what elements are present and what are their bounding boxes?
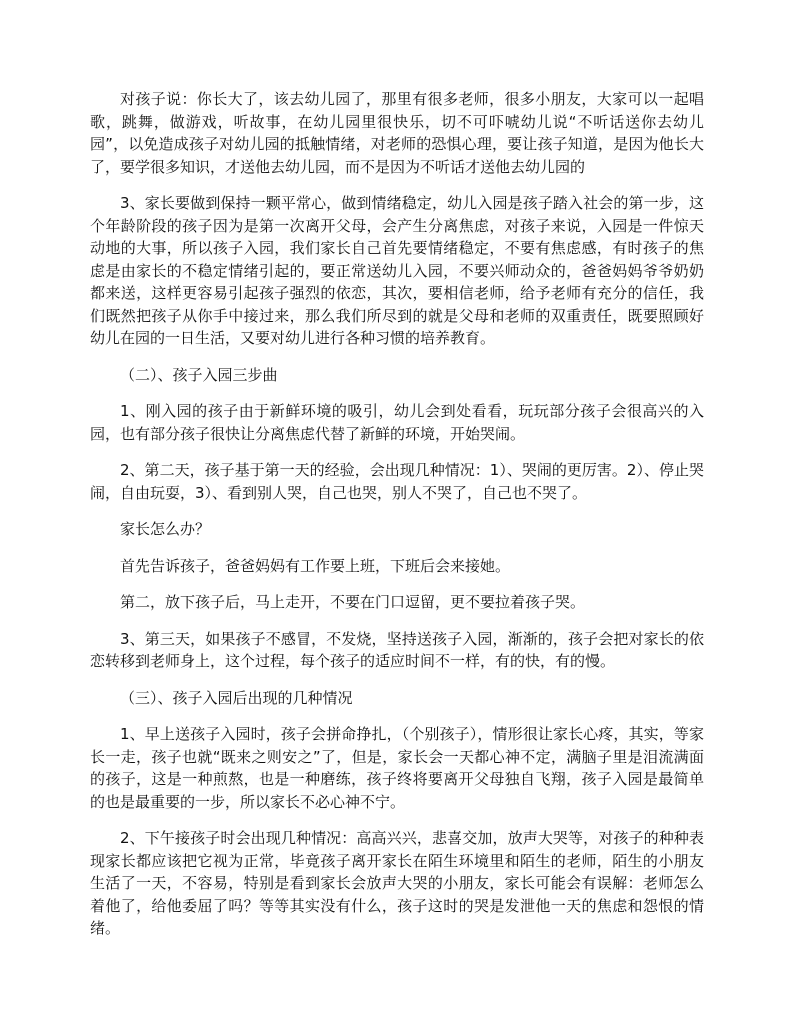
paragraph-answer-2: 第二，放下孩子后，马上走开，不要在门口逗留，更不要拉着孩子哭。 [120,593,586,611]
paragraph-step-2: 2、第二天，孩子基于第一天的经验，会出现几种情况：1）、哭闹的更厉害。2）、停止哭闹，自由玩耍，3）、看到别人哭，自己也哭，别人不哭了，自己也不哭了。 [90,461,704,502]
paragraph-point-3: 3、家长要做到保持一颗平常心，做到情绪稳定，幼儿入园是孩子踏入社会的第一步，这个年龄阶段的孩子因为是第一次离开父母，会产生分离焦虑，对孩子来说，入园是一件惊天动地的大事，所以孩子入园，我们家长自己首先要情绪稳定，不要有焦虑感，有时孩子的焦虑是由家长的不稳定情绪引起的，要正常送幼儿入园，不要兴师动众的，爸爸妈妈爷爷奶奶都来送，这样更容易引起孩子强烈的依恋，其次，要相信老师，给予老师有充分的信任，我们既然把孩子从你手中接过来，那么我们所尽到的就是父母和老师的双重责任，既要照顾好幼儿在园的一日生活，又要对幼儿进行各种习惯的培养教育。 [90,194,704,347]
section-heading-3: （三）、孩子入园后出现的几种情况 [120,688,353,707]
paragraph-intro: 对孩子说：你长大了，该去幼儿园了，那里有很多老师，很多小朋友，大家可以一起唱歌，跳舞，做游戏，听故事，在幼儿园里很快乐，切不可吓唬幼儿说“不听话送你去幼儿园”，以免造成孩子对幼儿园的抵触情绪，对老师的恐惧心理，要让孩子知道，是因为他长大了，要学很多知识，才送他去幼儿园，而不是因为不听话才送他去幼儿园的 [90,90,704,176]
document-body [90,88,704,954]
paragraph-situation-2: 2、下午接孩子时会出现几种情况：高高兴兴，悲喜交加，放声大哭等，对孩子的种种表现家长都应该把它视为正常，毕竟孩子离开家长在陌生环境里和陌生的老师，陌生的小朋友生活了一天，不容易，特别是看到家长会放声大哭的小朋友，家长可能会有误解：老师怎么着他了，给他委屈了吗？等等其实没有什么，孩子这时的哭是发泄他一天的焦虑和怨恨的情绪。 [90,829,704,937]
paragraph-step-3: 3、第三天，如果孩子不感冒，不发烧，坚持送孩子入园，渐渐的，孩子会把对家长的依恋转移到老师身上，这个过程，每个孩子的适应时间不一样，有的快，有的慢。 [90,629,704,670]
paragraph-step-1: 1、刚入园的孩子由于新鲜环境的吸引，幼儿会到处看看，玩玩部分孩子会很高兴的入园，也有部分孩子很快让分离焦虑代替了新鲜的环境，开始哭闹。 [90,402,704,443]
paragraph-answer-1: 首先告诉孩子，爸爸妈妈有工作要上班，下班后会来接她。 [120,556,511,575]
paragraph-situation-1: 1、早上送孩子入园时，孩子会拼命挣扎，（个别孩子），情形很让家长心疼，其实，等家长一走，孩子也就“既来之则安之”了，但是，家长会一天都心神不定，满脑子里是泪流满面的孩子，这是一种煎熬，也是一种磨练，孩子终将要离开父母独自飞翔，孩子入园是最简单的也是最重要的一步，所以家长不必心神不宁。 [90,725,704,811]
section-heading-2: （二）、孩子入园三步曲 [120,365,278,384]
paragraph-question: 家长怎么办？ [120,520,211,538]
